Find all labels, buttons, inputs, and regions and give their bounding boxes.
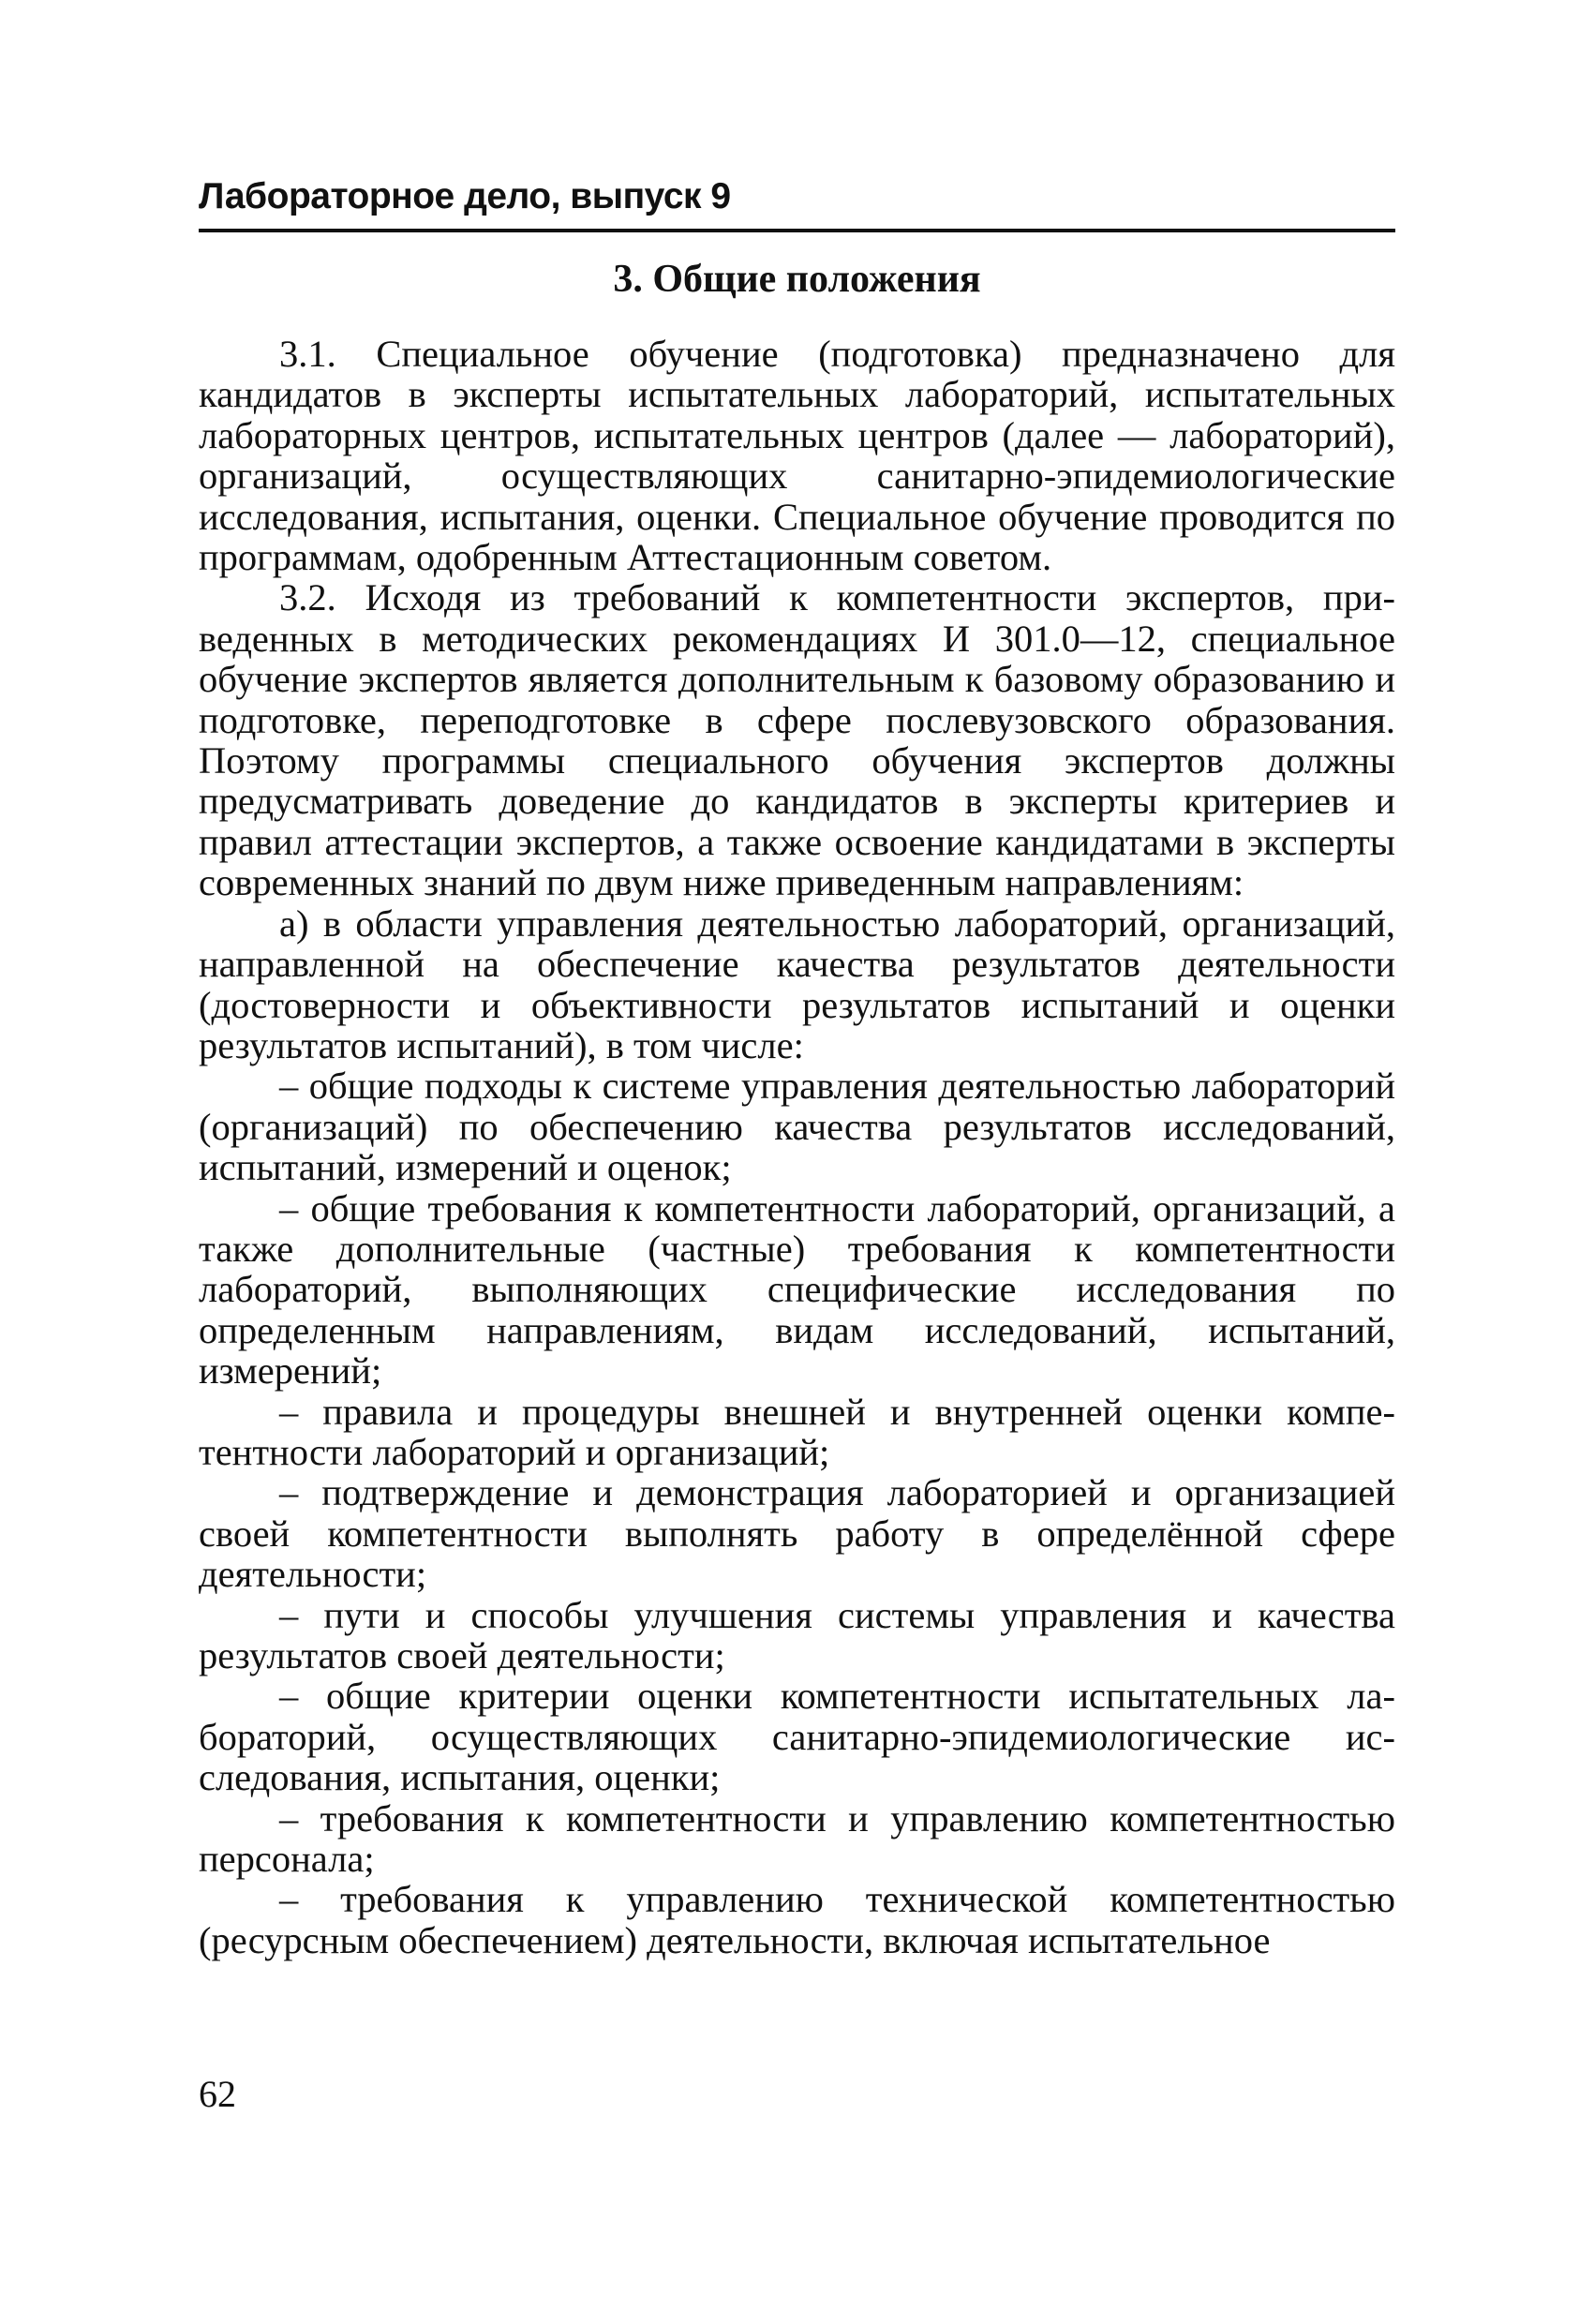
paragraph-3-2: 3.2. Исходя из требований к компетентности экспертов, приведенных в методических рекомендациях И 301.0—12, специальное обучение экспертов является дополнительным к базовому образованию и подготовке, переподготовке в сфере послевузовского образования. Поэтому программы специального обучения экспертов должны предусматривать доведение до кандидатов в эксперты критериев и правил аттестации экспертов, а также освоение кандидатами в эксперты современных знаний по двум ниже приведенным направлениям: (199, 576, 1395, 904)
list-item: – пути и способы улучшения системы управления и качества результатов своей деятельности; (199, 1593, 1395, 1676)
list-item: – требования к управлению технической компетентностью (ресурсным обеспечением) деятельности, включая испытательное (199, 1878, 1395, 1961)
list-item: – требования к компетентности и управлению компетентностью персонала; (199, 1796, 1395, 1881)
list-item: – правила и процедуры внешней и внутренней оценки компетентности лабораторий и организаций; (199, 1390, 1395, 1473)
list-item: – общие подходы к системе управления деятельностью лабораторий (организаций) по обеспечению качества результатов исследований, испытаний, измерений и оценок; (199, 1065, 1395, 1189)
list-item: – общие требования к компетентности лабораторий, организаций, а также дополнительные (частные) требования к компетентности лабораторий, выполняющих специфические исследования по определенным направлениям, видам исследований, испытаний, измерений; (199, 1186, 1395, 1393)
list-item: – общие критерии оценки компетентности испытательных лабораторий, осуществляющих санитарно-эпидемиологические исследования, испытания, оценки; (199, 1675, 1395, 1799)
page-number: 62 (199, 2073, 236, 2115)
paragraph-item-a: а) в области управления деятельностью лабораторий, организаций, направленной на обеспечение качества результатов деятельности (достоверности и объективности результатов испытаний и оценки результатов испытаний), в том числе: (199, 901, 1395, 1066)
running-header (199, 169, 1395, 232)
list-item: – подтверждение и демонстрация лабораторией и организацией своей компетентности выполнять работу в определённой сфере деятельности; (199, 1471, 1395, 1596)
body-text (199, 334, 1395, 1960)
paragraph-3-1: 3.1. Специальное обучение (подготовка) предназначено для кандидатов в эксперты испытательных лабораторий, испытательных лабораторных центров, испытательных центров (далее — лабораторий), организаций, осуществляющих санитарно-эпидемиологические исследования, испытания, оценки. Специальное обучение проводится по программам, одобренным Аттестационным советом. (199, 333, 1395, 579)
section-heading: 3. Общие положения (613, 258, 981, 301)
running-title: Лабораторное дело, выпуск 9 (199, 176, 731, 216)
header-rule (199, 229, 1395, 232)
